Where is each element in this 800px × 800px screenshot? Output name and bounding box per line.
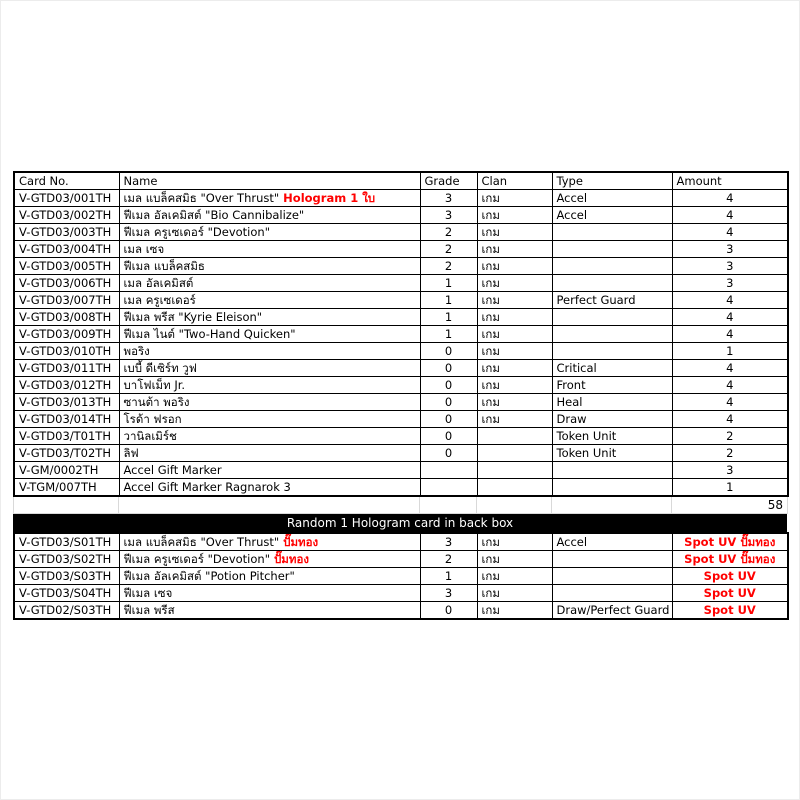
- cell-name: [119, 394, 420, 411]
- hologram-card-body: [14, 533, 788, 619]
- cell-clan: [477, 462, 552, 479]
- table-row: [14, 258, 788, 275]
- cell-type: Accel: [552, 533, 672, 551]
- cell-grade: 2: [420, 241, 477, 258]
- cell-clan: เกม: [477, 377, 552, 394]
- total-empty-cell: [552, 497, 672, 514]
- cell-grade: 1: [420, 275, 477, 292]
- cell-name: [119, 445, 420, 462]
- card-name-text: ฟีเมล พรีส: [123, 603, 175, 617]
- cell-clan: เกม: [477, 292, 552, 309]
- cell-amount: 3: [672, 462, 788, 479]
- cell-amount: 3: [672, 258, 788, 275]
- cell-name: [119, 377, 420, 394]
- cell-grade: 3: [420, 207, 477, 224]
- column-header: Name: [119, 172, 420, 190]
- card-name-text: เมล เซจ: [123, 242, 165, 256]
- cell-card-no: V-GTD03/S01TH: [14, 533, 119, 551]
- hologram-banner: Random 1 Hologram card in back box: [13, 514, 787, 532]
- card-name-text: โรด้า ฟรอก: [123, 412, 182, 426]
- cell-name: [119, 292, 420, 309]
- card-name-text: Accel Gift Marker: [123, 463, 222, 477]
- cell-grade: 1: [420, 568, 477, 585]
- cell-type: [552, 258, 672, 275]
- cell-grade: 1: [420, 292, 477, 309]
- card-name-text: ฟีเมล อัลเคมิสต์ "Bio Cannibalize": [123, 208, 305, 222]
- card-name-text: ฟีเมล แบล็คสมิธ: [123, 259, 205, 273]
- cell-clan: เกม: [477, 275, 552, 292]
- cell-card-no: V-GTD03/011TH: [14, 360, 119, 377]
- cell-card-no: V-GTD03/004TH: [14, 241, 119, 258]
- cell-card-no: V-GTD03/009TH: [14, 326, 119, 343]
- cell-type: Token Unit: [552, 428, 672, 445]
- cell-card-no: V-GTD03/013TH: [14, 394, 119, 411]
- table-row: [14, 568, 788, 585]
- table-row: [14, 394, 788, 411]
- cell-grade: 2: [420, 258, 477, 275]
- table-row: [14, 411, 788, 428]
- cell-card-no: V-GTD03/008TH: [14, 309, 119, 326]
- card-name-text: เมล ครูเซเดอร์: [123, 293, 196, 307]
- cell-type: Token Unit: [552, 445, 672, 462]
- card-name-text: พอริง: [123, 344, 150, 358]
- cell-type: Front: [552, 377, 672, 394]
- cell-name: [119, 190, 420, 207]
- cell-clan: เกม: [477, 241, 552, 258]
- cell-clan: [477, 428, 552, 445]
- cell-name: [119, 343, 420, 360]
- cell-amount: 2: [672, 445, 788, 462]
- cell-type: Draw: [552, 411, 672, 428]
- card-name-text: ฟีเมล เซจ: [123, 586, 173, 600]
- cell-grade: 3: [420, 585, 477, 602]
- table-row: [14, 360, 788, 377]
- total-amount: 58: [672, 497, 788, 514]
- cell-type: Accel: [552, 207, 672, 224]
- cell-amount: 4: [672, 207, 788, 224]
- card-name-text: เมล แบล็คสมิธ "Over Thrust": [123, 535, 280, 549]
- card-name-text: เบบี้ ดีเซิร์ท วูฟ: [123, 361, 197, 375]
- total-empty-cell: [420, 497, 477, 514]
- cell-card-no: V-GTD03/002TH: [14, 207, 119, 224]
- card-name-text: ลิฟ: [123, 446, 139, 460]
- cell-card-no: V-GTD03/T02TH: [14, 445, 119, 462]
- cell-amount: 4: [672, 394, 788, 411]
- cell-card-no: V-GTD03/007TH: [14, 292, 119, 309]
- cell-grade: 0: [420, 602, 477, 620]
- table-row: [14, 224, 788, 241]
- cell-amount: Spot UV: [672, 585, 788, 602]
- cell-amount: 1: [672, 343, 788, 360]
- header-row: [14, 172, 788, 190]
- cell-amount: 4: [672, 326, 788, 343]
- card-name-highlight: ปั๊มทอง: [283, 535, 319, 549]
- cell-type: [552, 462, 672, 479]
- table-row: [14, 326, 788, 343]
- cell-clan: เกม: [477, 602, 552, 620]
- cell-grade: 1: [420, 309, 477, 326]
- table-row: [14, 551, 788, 568]
- table-row: [14, 275, 788, 292]
- cell-clan: เกม: [477, 343, 552, 360]
- cell-grade: 2: [420, 224, 477, 241]
- cell-clan: เกม: [477, 394, 552, 411]
- cell-clan: เกม: [477, 533, 552, 551]
- cell-grade: 0: [420, 428, 477, 445]
- card-name-highlight: ปั๊มทอง: [273, 552, 309, 566]
- cell-card-no: V-GM/0002TH: [14, 462, 119, 479]
- cell-grade: [420, 462, 477, 479]
- cell-grade: 0: [420, 360, 477, 377]
- cell-amount: 4: [672, 190, 788, 207]
- cell-amount: 4: [672, 377, 788, 394]
- card-list-table: [13, 171, 789, 497]
- table-row: [14, 343, 788, 360]
- cell-grade: 0: [420, 377, 477, 394]
- total-empty-cell: [119, 497, 420, 514]
- cell-card-no: V-GTD03/S02TH: [14, 551, 119, 568]
- card-name-text: ฟีเมล อัลเคมิสต์ "Potion Pitcher": [123, 569, 295, 583]
- card-name-text: เมล อัลเคมิสต์: [123, 276, 194, 290]
- table-row: [14, 479, 788, 497]
- card-list-body: [14, 190, 788, 497]
- column-header: Card No.: [14, 172, 119, 190]
- cell-name: [119, 241, 420, 258]
- card-list-sheet: [13, 171, 787, 620]
- cell-amount: 3: [672, 241, 788, 258]
- table-row: [14, 292, 788, 309]
- card-name-highlight: Hologram 1 ใบ: [283, 191, 376, 205]
- cell-grade: 3: [420, 533, 477, 551]
- table-row: [14, 190, 788, 207]
- table-row: [14, 533, 788, 551]
- cell-name: [119, 602, 420, 620]
- cell-name: [119, 207, 420, 224]
- cell-amount: 1: [672, 479, 788, 497]
- cell-name: [119, 258, 420, 275]
- cell-clan: เกม: [477, 258, 552, 275]
- card-name-text: ซานต้า พอริง: [123, 395, 190, 409]
- card-name-text: ฟีเมล พรีส "Kyrie Eleison": [123, 310, 263, 324]
- column-header: Clan: [477, 172, 552, 190]
- cell-name: [119, 224, 420, 241]
- table-row: [14, 241, 788, 258]
- cell-name: [119, 533, 420, 551]
- cell-clan: เกม: [477, 585, 552, 602]
- total-empty-cell: [477, 497, 552, 514]
- cell-amount: 4: [672, 224, 788, 241]
- cell-grade: 3: [420, 190, 477, 207]
- cell-card-no: V-GTD02/S03TH: [14, 602, 119, 620]
- table-row: [14, 462, 788, 479]
- cell-amount: 4: [672, 360, 788, 377]
- cell-type: [552, 585, 672, 602]
- cell-clan: เกม: [477, 326, 552, 343]
- cell-card-no: V-GTD03/006TH: [14, 275, 119, 292]
- card-name-text: ฟีเมล ไนต์ "Two-Hand Quicken": [123, 327, 296, 341]
- cell-amount: 2: [672, 428, 788, 445]
- cell-type: Heal: [552, 394, 672, 411]
- card-name-text: เมล แบล็คสมิธ "Over Thrust": [123, 191, 280, 205]
- cell-card-no: V-GTD03/010TH: [14, 343, 119, 360]
- cell-grade: 0: [420, 343, 477, 360]
- cell-card-no: V-GTD03/014TH: [14, 411, 119, 428]
- cell-card-no: V-GTD03/001TH: [14, 190, 119, 207]
- card-name-text: บาโฟเม็ท Jr.: [123, 378, 186, 392]
- cell-clan: เกม: [477, 551, 552, 568]
- cell-amount: 3: [672, 275, 788, 292]
- cell-grade: 1: [420, 326, 477, 343]
- cell-clan: เกม: [477, 360, 552, 377]
- cell-type: [552, 343, 672, 360]
- cell-grade: 0: [420, 394, 477, 411]
- cell-type: Critical: [552, 360, 672, 377]
- cell-type: Accel: [552, 190, 672, 207]
- card-name-text: ฟีเมล ครูเซเดอร์ "Devotion": [123, 552, 270, 566]
- card-list-header: [14, 172, 788, 190]
- table-row: [14, 602, 788, 620]
- cell-card-no: V-GTD03/T01TH: [14, 428, 119, 445]
- cell-name: [119, 275, 420, 292]
- cell-name: [119, 479, 420, 497]
- cell-amount: 4: [672, 309, 788, 326]
- cell-type: Draw/Perfect Guard: [552, 602, 672, 620]
- cell-grade: 0: [420, 445, 477, 462]
- cell-card-no: V-GTD03/005TH: [14, 258, 119, 275]
- cell-name: [119, 585, 420, 602]
- cell-clan: [477, 479, 552, 497]
- cell-name: [119, 462, 420, 479]
- card-name-text: ฟีเมล ครูเซเดอร์ "Devotion": [123, 225, 270, 239]
- cell-clan: เกม: [477, 568, 552, 585]
- cell-card-no: V-GTD03/003TH: [14, 224, 119, 241]
- cell-type: [552, 224, 672, 241]
- cell-clan: เกม: [477, 224, 552, 241]
- cell-name: [119, 326, 420, 343]
- cell-type: [552, 551, 672, 568]
- cell-amount: Spot UV ปั๊มทอง: [672, 533, 788, 551]
- column-header: Grade: [420, 172, 477, 190]
- total-row-table: [13, 497, 788, 514]
- card-name-text: วานิลเมิร์ช: [123, 429, 177, 443]
- cell-type: [552, 326, 672, 343]
- cell-type: [552, 309, 672, 326]
- cell-name: [119, 360, 420, 377]
- table-row: [14, 445, 788, 462]
- cell-card-no: V-GTD03/S04TH: [14, 585, 119, 602]
- cell-type: [552, 479, 672, 497]
- cell-clan: เกม: [477, 207, 552, 224]
- cell-card-no: V-GTD03/S03TH: [14, 568, 119, 585]
- total-empty-cell: [14, 497, 119, 514]
- cell-grade: [420, 479, 477, 497]
- cell-type: [552, 568, 672, 585]
- cell-name: [119, 428, 420, 445]
- table-row: [14, 207, 788, 224]
- hologram-card-table: [13, 532, 789, 620]
- cell-type: Perfect Guard: [552, 292, 672, 309]
- cell-card-no: V-TGM/007TH: [14, 479, 119, 497]
- card-name-text: Accel Gift Marker Ragnarok 3: [123, 480, 291, 494]
- cell-type: [552, 275, 672, 292]
- total-row: [14, 497, 788, 514]
- cell-name: [119, 309, 420, 326]
- cell-name: [119, 411, 420, 428]
- table-row: [14, 377, 788, 394]
- cell-clan: เกม: [477, 309, 552, 326]
- cell-amount: Spot UV: [672, 602, 788, 620]
- cell-clan: เกม: [477, 411, 552, 428]
- cell-type: [552, 241, 672, 258]
- cell-amount: Spot UV: [672, 568, 788, 585]
- cell-clan: [477, 445, 552, 462]
- column-header: Amount: [672, 172, 788, 190]
- table-row: [14, 585, 788, 602]
- cell-name: [119, 568, 420, 585]
- table-row: [14, 428, 788, 445]
- cell-grade: 2: [420, 551, 477, 568]
- column-header: Type: [552, 172, 672, 190]
- cell-clan: เกม: [477, 190, 552, 207]
- cell-name: [119, 551, 420, 568]
- cell-amount: 4: [672, 411, 788, 428]
- cell-amount: 4: [672, 292, 788, 309]
- cell-grade: 0: [420, 411, 477, 428]
- cell-card-no: V-GTD03/012TH: [14, 377, 119, 394]
- cell-amount: Spot UV ปั๊มทอง: [672, 551, 788, 568]
- table-row: [14, 309, 788, 326]
